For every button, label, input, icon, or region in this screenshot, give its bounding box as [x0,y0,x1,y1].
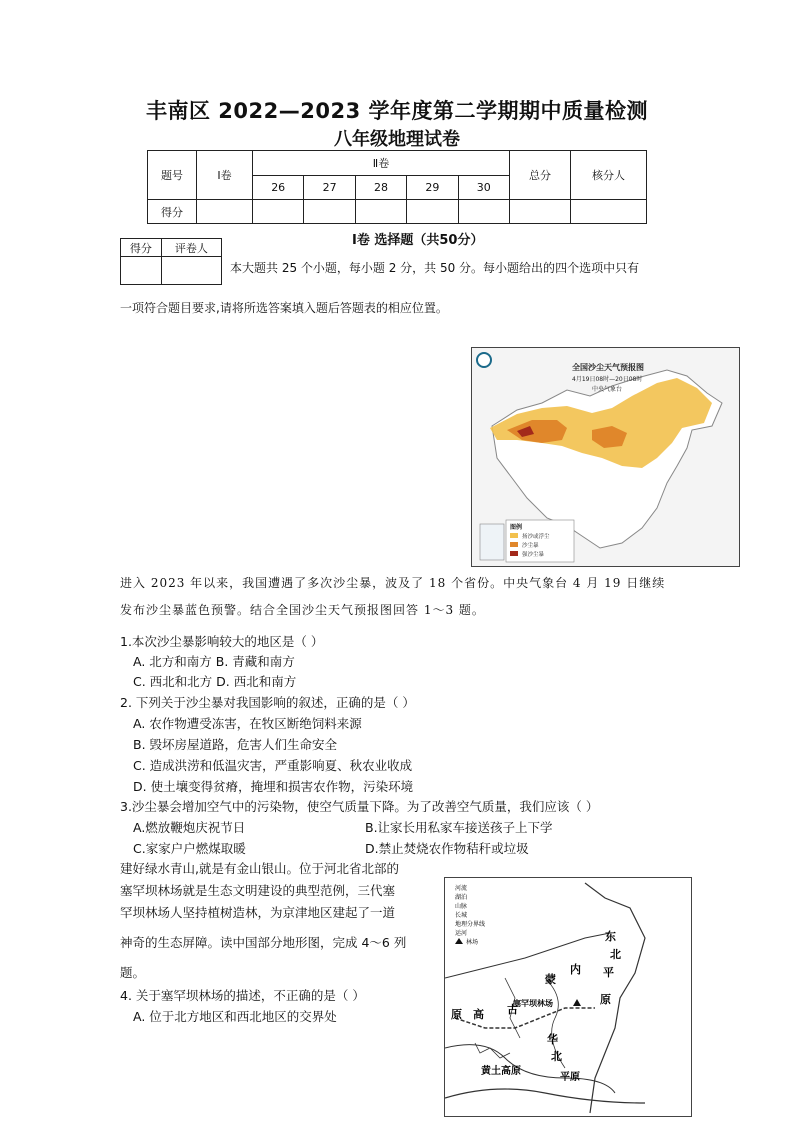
map1-title: 全国沙尘天气预报图 [572,363,644,372]
q1-stem: 1.本次沙尘暴影响较大的地区是（ ） [120,634,324,649]
score-cell[interactable] [304,200,355,224]
map2-legend-river: 河流 [455,885,468,892]
label-bei-ne: 北 [610,948,621,961]
score-table [147,150,647,224]
legend-swatch-mid [510,542,518,547]
grader-label: 评卷人 [161,239,221,257]
legend-label-light: 扬沙或浮尘 [522,534,550,540]
label-nei: 内 [570,963,581,976]
score-cell[interactable] [197,200,253,224]
label-yuan-ne: 原 [600,993,611,1006]
q3-option-a[interactable]: A.燃放鞭炮庆祝节日 [133,820,246,835]
total-header: 总分 [510,151,571,200]
map2-legend-canal: 运河 [455,930,468,937]
south-sea-inset [480,524,504,560]
map2-legend-boundary: 地理分界线 [455,921,486,928]
label-ping: 平 [603,966,614,979]
part2-col-29: 29 [407,176,458,200]
map2-legend-forest: 林场 [466,939,479,946]
map1-time: 4月19日08时—20日08时 [572,376,643,383]
legend-swatch-light [510,533,518,538]
q2-option-a[interactable]: A. 农作物遭受冻害，在牧区断绝饲料来源 [133,716,362,731]
passage2-line4: 神奇的生态屏障。读中国部分地形图，完成 4～6 列 [120,935,407,950]
label-dong: 东 [605,930,616,943]
score-row-label: 得分 [148,200,197,224]
dust-forecast-map [471,347,740,567]
score-cell[interactable] [407,200,458,224]
exam-title: 丰南区 2022—2023 学年度第二学期期中质量检测 [145,99,648,123]
label-gu: 古 [507,1003,518,1016]
score-cell[interactable] [571,200,647,224]
passage1-line2: 发布沙尘暴蓝色预警。结合全国沙尘天气预报图回答 1～3 题。 [120,603,485,617]
q2-option-c[interactable]: C. 造成洪涝和低温灾害，严重影响夏、秋农业收成 [133,758,413,773]
checker-header: 核分人 [571,151,647,200]
dust-map-graphic [472,348,739,566]
part1-header: Ⅰ卷 [197,151,253,200]
score-cell[interactable] [510,200,571,224]
q3-option-d[interactable]: D.禁止焚烧农作物秸秆或垃圾 [365,841,529,856]
passage2-line1: 建好绿水青山,就是有金山银山。位于河北省北部的 [120,861,399,876]
label-meng: 蒙 [545,973,556,986]
q3-option-c[interactable]: C.家家户户燃煤取暖 [133,841,246,856]
score-cell[interactable] [458,200,509,224]
terrain-map [444,877,692,1117]
label-loess-plateau: 黄土高原 [481,1066,521,1077]
part2-col-26: 26 [253,176,304,200]
exam-subtitle: 八年级地理试卷 [334,129,460,150]
legend-swatch-strong [510,551,518,556]
q1-option-cd[interactable]: C. 西北和北方 D. 西北和南方 [133,674,297,689]
score-cell[interactable] [253,200,304,224]
legend-label-strong: 强沙尘暴 [522,552,545,558]
question-number-label: 题号 [148,151,197,200]
map2-legend-lake: 湖泊 [455,894,468,901]
passage2-line3: 罕坝林场人坚持植树造林，为京津地区建起了一道 [120,905,396,920]
weather-logo-icon [477,353,491,367]
part2-col-27: 27 [304,176,355,200]
map1-legend-title: 图例 [510,524,523,531]
q1-option-ab[interactable]: A. 北方和南方 B. 青藏和南方 [133,654,295,669]
map1-agency: 中央气象台 [592,386,623,393]
passage1-line1: 进入 2023 年以来，我国遭遇了多次沙尘暴，波及了 18 个省份。中央气象台 4 月 19 日继续 [120,576,666,590]
map2-legend-mountain: 山脉 [455,903,468,910]
q2-option-b[interactable]: B. 毁坏房屋道路，危害人们生命安全 [133,737,338,752]
legend-label-mid: 沙尘暴 [522,543,539,549]
part2-col-28: 28 [355,176,406,200]
grader-score-cell[interactable] [121,257,162,285]
q2-option-d[interactable]: D. 使土壤变得贫瘠，掩埋和损害农作物，污染环境 [133,779,414,794]
q4-stem: 4. 关于塞罕坝林场的描述，不正确的是（ ） [120,988,365,1003]
grader-name-cell[interactable] [161,257,221,285]
section1-intro-line1: 本大题共 25 个小题，每小题 2 分，共 50 分。每小题给出的四个选项中只有 [230,261,640,275]
grader-score-label: 得分 [121,239,162,257]
part2-header: Ⅱ卷 [253,151,510,176]
passage2-line5: 题。 [120,965,146,980]
q3-stem: 3.沙尘暴会增加空气中的污染物，使空气质量下降。为了改善空气质量，我们应该（ ） [120,799,599,814]
part2-col-30: 30 [458,176,509,200]
label-bei-nc: 北 [551,1050,562,1063]
label-pingyuan: 平原 [560,1072,580,1083]
q2-stem: 2. 下列关于沙尘暴对我国影响的叙述，正确的是（ ） [120,695,415,710]
score-cell[interactable] [355,200,406,224]
map2-legend-wall: 长城 [455,912,468,919]
grader-table [120,238,222,285]
section1-title: Ⅰ卷 选择题（共50分） [352,233,484,248]
q3-option-b[interactable]: B.让家长用私家车接送孩子上下学 [365,820,553,835]
terrain-map-graphic [445,878,691,1116]
section1-intro-line2: 一项符合题目要求,请将所选答案填入题后答题表的相应位置。 [120,301,448,315]
q4-option-a[interactable]: A. 位于北方地区和西北地区的交界处 [133,1009,337,1024]
label-saihanba: 塞罕坝林场 [513,999,553,1008]
label-hua: 华 [547,1033,558,1046]
label-gao: 高 [473,1008,484,1021]
passage2-line2: 塞罕坝林场就是生态文明建设的典型范例，三代塞 [120,883,396,898]
label-yuan-west: 原 [451,1008,462,1021]
